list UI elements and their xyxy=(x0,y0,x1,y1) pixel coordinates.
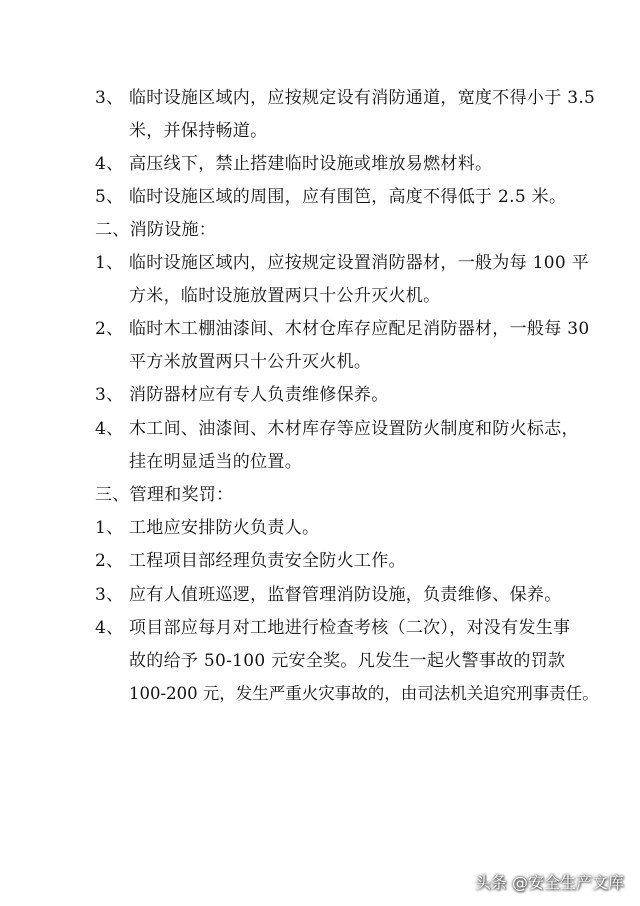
list-item-text: 临时设施区域的周围，应有围笆，高度不得低于 2.5 米。 xyxy=(129,187,567,207)
list-item-text: 临时设施区域内，应按规定设有消防通道，宽度不得小于 3.5 xyxy=(129,88,596,108)
watermark-text: 头条 @安全生产文库 xyxy=(474,873,624,892)
list-item-text: 工程项目部经理负责安全防火工作。 xyxy=(129,551,406,571)
list-item-text: 平方米放置两只十公升灭火机。 xyxy=(129,352,372,372)
list-item-number: 4、 xyxy=(95,618,124,638)
list-item-text: 米，并保持畅道。 xyxy=(129,121,268,141)
list-item-number: 5、 xyxy=(95,187,124,207)
list-item-text: 工地应安排防火负责人。 xyxy=(129,518,320,538)
list-item-number: 2、 xyxy=(95,551,124,571)
list-item-number: 1、 xyxy=(95,253,124,273)
list-item-text: 应有人值班巡逻，监督管理消防设施，负责维修、保养。 xyxy=(129,585,562,605)
section-heading: 二、消防设施： xyxy=(95,220,217,240)
list-item-text: 方米，临时设施放置两只十公升灭火机。 xyxy=(129,286,441,306)
list-item-text: 挂在明显适当的位置。 xyxy=(129,452,302,472)
list-item-number: 2、 xyxy=(95,319,124,339)
list-item-text: 高压线下，禁止搭建临时设施或堆放易燃材料。 xyxy=(129,154,493,174)
list-item-text: 项目部应每月对工地进行检查考核（二次），对没有发生事 xyxy=(129,618,571,638)
list-item-text: 故的给予 50-100 元安全奖。凡发生一起火警事故的罚款 xyxy=(129,651,566,671)
list-item-text: 临时设施区域内，应按规定设置消防器材，一般为每 100 平 xyxy=(129,253,589,273)
list-item-number: 1、 xyxy=(95,518,124,538)
list-item-text: 木工间、油漆间、木材库存等应设置防火制度和防火标志， xyxy=(129,419,579,439)
list-item-number: 4、 xyxy=(95,154,124,174)
list-item-number: 3、 xyxy=(95,585,124,605)
list-item-number: 3、 xyxy=(95,385,124,405)
list-item-number: 3、 xyxy=(95,88,124,108)
section-heading: 三、管理和奖罚： xyxy=(95,485,234,505)
list-item-number: 4、 xyxy=(95,419,124,439)
list-item-text: 消防器材应有专人负责维修保养。 xyxy=(129,385,389,405)
list-item-text: 100-200 元，发生严重火灾事故的，由司法机关追究刑事责任。 xyxy=(129,684,599,703)
list-item-text: 临时木工棚油漆间、木材仓库存应配足消防器材，一般每 30 xyxy=(129,319,590,339)
